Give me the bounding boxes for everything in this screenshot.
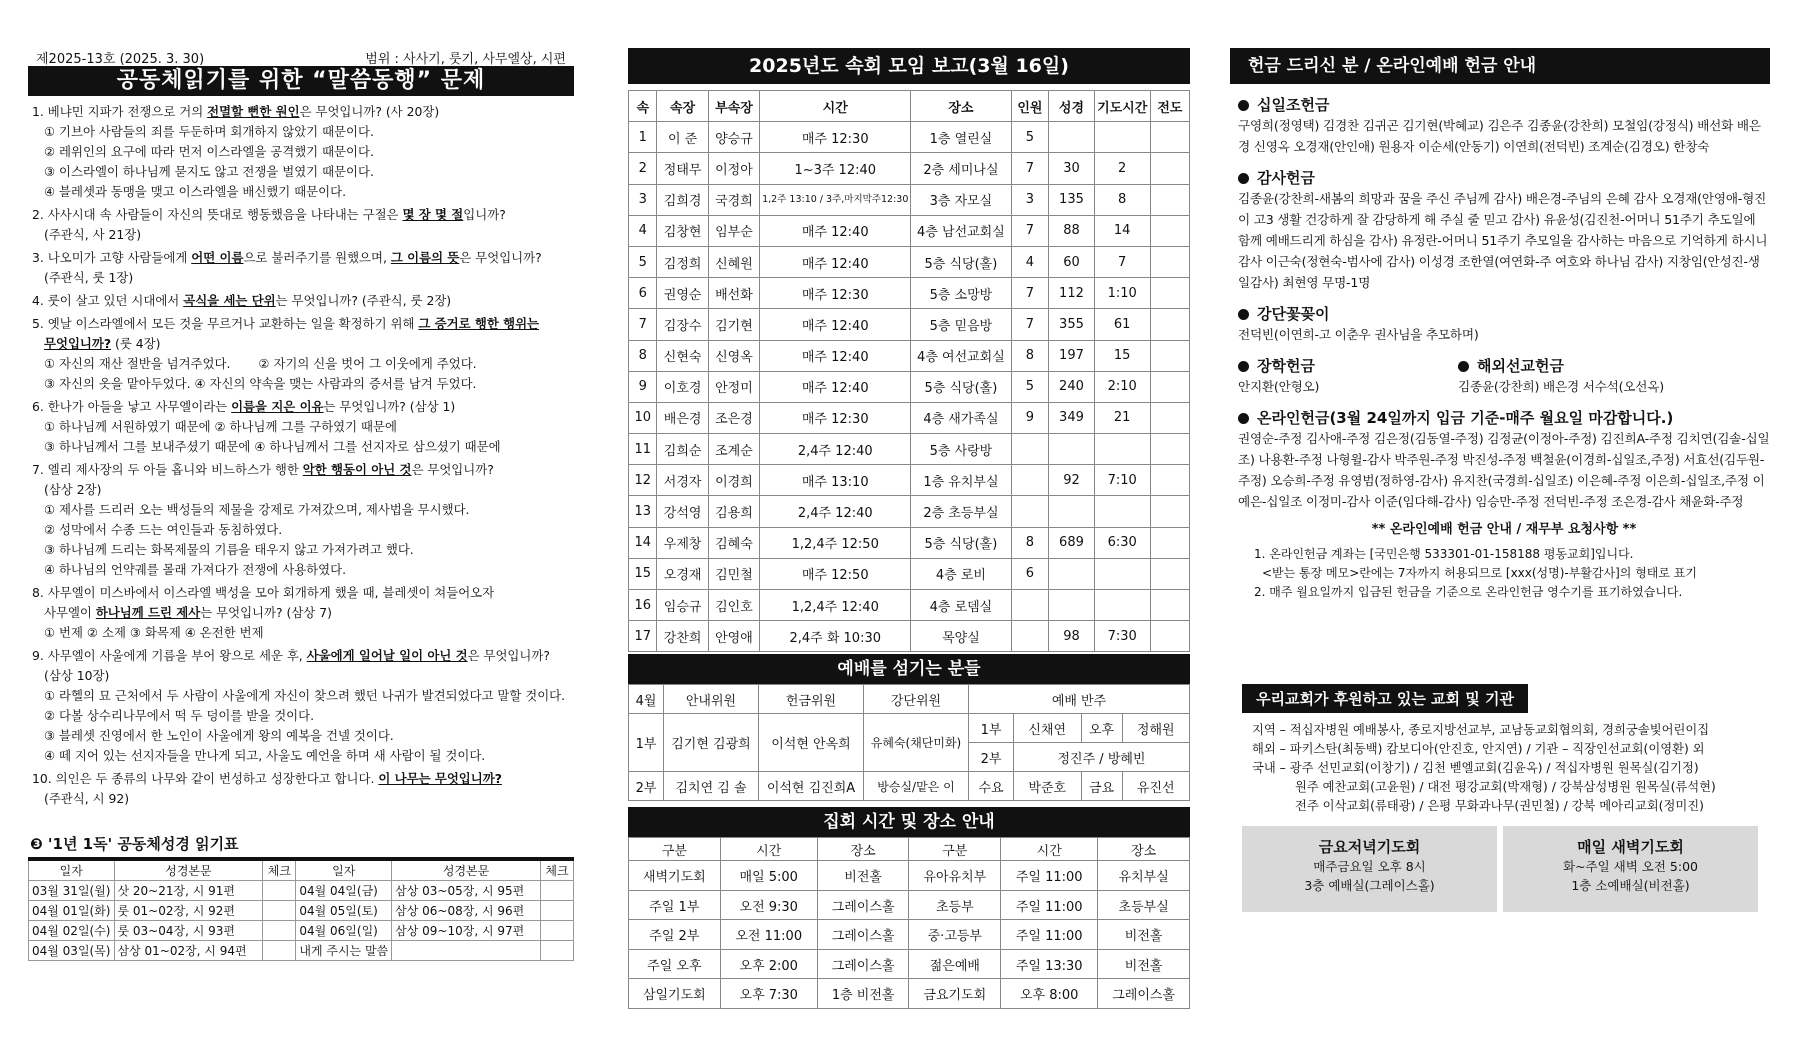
table-row: 16 임승규 김인호 1,2,4주 12:40 4층 로뎀실: [629, 590, 1190, 621]
table-row: 17 강찬희 안영애 2,4주 화 10:30 목양실 98 7:30: [629, 621, 1190, 652]
table-row: 9 이호경 안정미 매주 12:40 5층 식당(홀) 5 240 2:10: [629, 371, 1190, 402]
schedule-table: 구분 시간 장소 구분 시간 장소 새벽기도회 매일 5:00 비전홀 유아유치부 주일 11:00 유치부실 주일 1부 오전 9:30 그레이스홀 초등부 주일 11:00 초등부실 주일 2부 오전 11:00 그레이스홀 중·고등부 주일 11:00 비전홀 주일 오후 오후 2:00 그레이스홀 젊은예배 주일 13:30 비전홀 삼일기도회 오후 7:30 1층 비전홀 금요기도회 오후 8:00 그레이스홀: [628, 837, 1190, 1009]
question-9: 9. 사무엘이 사울에게 기름을 부어 왕으로 세운 후, 사울에게 일어날 일이 아닌 것은 무엇입니까?: [32, 648, 550, 663]
cell-report-title: 2025년도 속회 모임 보고(3월 16일): [628, 48, 1190, 84]
option: ③ 블레셋 진영에서 한 노인이 사울에게 왕의 예복을 건넬 것이다.: [44, 728, 394, 743]
option: ③ 자신의 옷을 맡아두었다. ④ 자신의 약속을 맺는 사람과의 증서를 남겨 두었다.: [44, 376, 477, 391]
table-row: 주일 1부 오전 9:30 그레이스홀 초등부 주일 11:00 초등부실: [629, 890, 1190, 920]
table-row: 04월 03일(목) 삼상 01~02장, 시 94편 내게 주시는 말씀: [29, 941, 574, 961]
table-row: 3 김희경 국경희 1,2주 13:10 / 3주,마지막주12:30 3층 자모실 3 135 8: [629, 184, 1190, 215]
table-row: 04월 02일(수) 룻 03~04장, 시 93편 04월 06일(일) 삼상 09~10장, 시 97편: [29, 921, 574, 941]
cell-report-table: 속 속장 부속장 시간 장소 인원 성경 기도시간 전도 1 이 준 양승규 매주 12:30 1층 열린실 5 2 정태무 이정아 1~3주 12:40 2층 세미나실 7 30 2 3 김희경 국경희 1,2주 13:10 / 3주,마지막주12:30 3층 자모실 3 135 8 4 김창현 임부순 매주 12:40 4층 남선교회실 7 88 14 5 김정희 신혜원 매주 12:40 5층 식당(홀) 4 60 7 6 권영순 배선화 매주 12:30 5층 소망방 7 112 1:10 7 김장수 김기현 매주 12:40 5층 믿음방 7 355 61 8 신현숙 신영옥 매주 12:40 4층 여선교회실 8 197 15 9 이호경 안정미 매주 12:40 5층 식당(홀) 5 240 2:10 10 배은경 조은경 매주 12:30 4층 새가족실 9 349 21 11 김희순 조계순 2,4주 12:40 5층 사랑방 12 서경자 이경희 매주 13:10 1층 유치부실 92 7:10 13 강석영 김용희 2,4주 12:40 2층 초등부실 14 우제창 김혜숙 1,2,4주 12:50 5층 식당(홀) 8 689 6:30 15 오경재 김민철 매주 12:50 4층 로비 6 16 임승규 김인호 1,2,4주 12:40 4층 로뎀실 17 강찬희 안영애 2,4주 화 10:30 목양실 98 7:30: [628, 90, 1190, 652]
check-cell[interactable]: [541, 881, 574, 901]
issue-number: 제2025-13호 (2025. 3. 30): [36, 51, 205, 67]
offering-title: 헌금 드리신 분 / 온라인예배 헌금 안내: [1230, 48, 1770, 84]
table-row: 14 우제창 김혜숙 1,2,4주 12:50 5층 식당(홀) 8 689 6:30: [629, 527, 1190, 558]
check-cell[interactable]: [263, 921, 296, 941]
flower-list: 전덕빈(이연희-고 이춘우 권사님을 추모하며): [1238, 327, 1479, 342]
thanks-list: 김종윤(강찬희-새봄의 희망과 꿈을 주신 주님께 감사) 배은경-주님의 은혜 감사 오경재(안영애-형진이 고3 생활 건강하게 잘 감당하게 해 주실 줄 믿고 감사) 유윤성(김진천-어머니 51주기 추도일에 함께 예배드리게 하심을 감사) 유정란-어머니 51주기 추모일을 감사하는 마음으로 기억하게 하시니 감사 이근숙(정현숙-범사에 감사) 이성경 조한열(여연화-주 여호와 하나님 감사) 지창임(안성진-생일감사) 최현영 무명-1명: [1238, 191, 1768, 290]
thanks-heading: 감사헌금: [1238, 167, 1770, 188]
question-8: 8. 사무엘이 미스바에서 이스라엘 백성을 모아 회개하게 했을 때, 블레셋이 쳐들어오자: [32, 585, 495, 600]
scholarship-heading: 장학헌금: [1238, 355, 1450, 376]
question-2: 2. 사사시대 속 사람들이 자신의 뜻대로 행동했음을 나타내는 구절은 몇 장 몇 절입니까?: [32, 207, 506, 222]
tithe-list: 구영희(정영택) 김경찬 김귀곤 김기현(박혜교) 김은주 김종윤(강찬희) 모철임(강정식) 배선화 배은경 신영옥 오경재(안인애) 원용자 이순세(안동기) 이연희(전덕빈) 조계순(김경오) 한창숙: [1238, 118, 1761, 154]
scholarship-list: 안지환(안형오): [1238, 379, 1320, 394]
mission-heading: 해외선교헌금: [1458, 355, 1664, 376]
flower-heading: 강단꽃꽂이: [1238, 303, 1770, 324]
table-row: 주일 오후 오후 2:00 그레이스홀 젊은예배 주일 13:30 비전홀: [629, 949, 1190, 979]
option: ① 자신의 재산 절반을 넘겨주었다. ② 자기의 신을 벗어 그 이웃에게 주었다.: [44, 356, 477, 371]
schedule-title: 집회 시간 및 장소 안내: [628, 807, 1190, 837]
question-note: (주관식, 시 92): [44, 791, 130, 806]
table-row: 13 강석영 김용희 2,4주 12:40 2층 초등부실: [629, 496, 1190, 527]
option: ② 레위인의 요구에 따라 먼저 이스라엘을 공격했기 때문이다.: [44, 144, 374, 159]
question-note: (삼상 10장): [44, 668, 110, 683]
offering-column: [1230, 48, 1770, 912]
option: ③ 하나님께 드리는 화목제물의 기름을 태우지 않고 가져가려고 했다.: [44, 542, 414, 557]
question-7: 7. 엘리 제사장의 두 아들 홉니와 비느하스가 행한 악한 행동이 아닌 것은 무엇입니까?: [32, 462, 494, 477]
question-5: 5. 옛날 이스라엘에서 모든 것을 무르거나 교환하는 일을 확정하기 위해 그 증거로 행한 행위는: [32, 316, 540, 331]
option: ② 성막에서 수종 드는 여인들과 동침하였다.: [44, 522, 283, 537]
table-row: 1 이 준 양승규 매주 12:30 1층 열린실 5: [629, 122, 1190, 153]
table-row: 주일 2부 오전 11:00 그레이스홀 중·고등부 주일 11:00 비전홀: [629, 920, 1190, 950]
question-1: 1. 베냐민 지파가 전쟁으로 거의 전멸할 뻔한 원인은 무엇입니까? (사 20장): [32, 104, 440, 119]
option: ① 하나님께 서원하였기 때문에 ② 하나님께 그를 구하였기 때문에: [44, 419, 397, 434]
option: ① 번제 ② 소제 ③ 화목제 ④ 온전한 번제: [44, 625, 264, 640]
check-cell[interactable]: [263, 901, 296, 921]
table-row: 7 김장수 김기현 매주 12:40 5층 믿음방 7 355 61: [629, 309, 1190, 340]
option: ② 다볼 상수리나무에서 떡 두 덩이를 받을 것이다.: [44, 708, 315, 723]
online-heading: 온라인헌금(3월 24일까지 입금 기준-매주 월요일 마감합니다.): [1238, 407, 1770, 428]
report-column: [628, 48, 1190, 1009]
table-row: 8 신현숙 신영옥 매주 12:40 4층 여선교회실 8 197 15: [629, 340, 1190, 371]
dawn-prayer-box: 매일 새벽기도회 화~주일 새벽 오전 5:00 1층 소예배실(비전홀): [1503, 826, 1758, 912]
table-row: 4 김창현 임부순 매주 12:40 4층 남선교회실 7 88 14: [629, 215, 1190, 246]
quiz-questions: 1. 베냐민 지파가 전쟁으로 거의 전멸할 뻔한 원인은 무엇입니까? (사 20장) ① 기브아 사람들의 죄를 두둔하며 회개하지 않았기 때문이다. ② 레위인의 요구에 따라 먼저 이스라엘을 공격했기 때문이다. ③ 이스라엘이 하나님께 묻지도 않고 전쟁을 벌였기 때문이다. ④ 블레셋과 동맹을 맺고 이스라엘을 배신했기 때문이다. 2. 사사시대 속 사람들이 자신의 뜻대로 행동했음을 나타내는 구절은 몇 장 몇 절입니까? (주관식, 사 21장) 3. 나오미가 고향 사람들에게 어떤 이름으로 불러주기를 원했으며, 그 이름의 뜻은 무엇입니까? (주관식, 룻 1장) 4. 룻이 살고 있던 시대에서 곡식을 세는 단위는 무엇입니까? (주관식, 룻 2장) 5. 옛날 이스라엘에서 모든 것을 무르거나 교환하는 일을 확정하기 위해 그 증거로 행한 행위는 무엇입니까? (룻 4장) ① 자신의 재산 절반을 넘겨주었다. ② 자기의 신을 벗어 그 이웃에게 주었다. ③ 자신의 옷을 맡아두었다. ④ 자신의 약속을 맺는 사람과의 증서를 남겨 두었다. 6. 한나가 아들을 낳고 사무엘이라는 이름을 지은 이유는 무엇입니까? (삼상 1) ① 하나님께 서원하였기 때문에 ② 하나님께 그를 구하였기 때문에 ③ 하나님께서 그를 보내주셨기 때문에 ④ 하나님께서 그를 선지자로 삼으셨기 때문에 7. 엘리 제사장의 두 아들 홉니와 비느하스가 행한 악한 행동이 아닌 것은 무엇입니까? (삼상 2장) ① 제사를 드리러 오는 백성들의 제물을 강제로 가져갔으며, 제사법을 무시했다. ② 성막에서 수종 드는 여인들과 동침하였다. ③ 하나님께 드리는 화목제물의 기름을 태우지 않고 가져가려고 했다. ④ 하나님의 언약궤를 몰래 가져다가 전쟁에 사용하였다. 8. 사무엘이 미스바에서 이스라엘 백성을 모아 회개하게 했을 때, 블레셋이 쳐들어오자 사무엘이 하나님께 드린 제사는 무엇입니까? (삼상 7) ① 번제 ② 소제 ③ 화목제 ④ 온전한 번제 9. 사무엘이 사울에게 기름을 부어 왕으로 세운 후, 사울에게 일어날 일이 아닌 것은 무엇입니까? (삼상 10장) ① 라헬의 묘 근처에서 두 사람이 사울에게 자신이 찾으려 했던 나귀가 발견되었다고 말할 것이다. ② 다볼 상수리나무에서 떡 두 덩이를 받을 것이다. ③ 블레셋 진영에서 한 노인이 사울에게 왕의 예복을 건넬 것이다. ④ 떼 지어 있는 선지자들을 만나게 되고, 사울도 예언을 하며 새 사람이 될 것이다. 10. 의인은 두 종류의 나무와 같이 번성하고 성장한다고 합니다. 이 나무는 무엇입니까? (주관식, 시 92): [28, 102, 574, 809]
question-10: 10. 의인은 두 종류의 나무와 같이 번성하고 성장한다고 합니다. 이 나무는 무엇입니까?: [32, 771, 502, 786]
option: ④ 하나님의 언약궤를 몰래 가져다가 전쟁에 사용하였다.: [44, 562, 347, 577]
table-row: 15 오경재 김민철 매주 12:50 4층 로비 6: [629, 558, 1190, 589]
online-list: 권영순-주정 김사애-주정 김은정(김동열-주정) 김정균(이정아-주정) 김진희A-주정 김치연(김솔-십일조) 나용환-주정 나형윌-감사 박주원-주정 박진성-주정 백철윤(이경희-십일조,주정) 서효선(김두원-주정) 오승희-주정 유영범(정하영-감사) 유지찬(국경희-십일조) 이은혜-주정 이은희-십일조,주정 이예은-십일조 이정미-감사 이준(임다해-감사) 임승만-주정 전덕빈-주정 조은경-감사 채윤화-주정: [1238, 431, 1770, 509]
reading-plan-title: ❸ '1년 1독' 공동체성경 읽기표: [28, 829, 574, 859]
check-cell[interactable]: [263, 941, 296, 961]
table-row: 5 김정희 신혜원 매주 12:40 5층 식당(홀) 4 60 7: [629, 246, 1190, 277]
reading-range: 범위 : 사사기, 룻기, 사무엘상, 시편: [365, 51, 566, 67]
question-note: (주관식, 룻 1장): [44, 270, 134, 285]
question-3: 3. 나오미가 고향 사람들에게 어떤 이름으로 불러주기를 원했으며, 그 이름의 뜻은 무엇입니까?: [32, 250, 542, 265]
question-4: 4. 룻이 살고 있던 시대에서 곡식을 세는 단위는 무엇입니까? (주관식, 룻 2장): [32, 293, 452, 308]
question-note: (주관식, 사 21장): [44, 227, 142, 242]
support-title: 우리교회가 후원하고 있는 교회 및 기관: [1242, 684, 1528, 713]
option: ① 라헬의 묘 근처에서 두 사람이 사울에게 자신이 찾으려 했던 나귀가 발견되었다고 말할 것이다.: [44, 688, 566, 703]
table-row: 6 권영순 배선화 매주 12:30 5층 소망방 7 112 1:10: [629, 278, 1190, 309]
option: ① 제사를 드리러 오는 백성들의 제물을 강제로 가져갔으며, 제사법을 무시했다.: [44, 502, 470, 517]
servers-table: 4월 안내위원 헌금위원 강단위원 예배 반주 1부 김기현 김광희 이석현 안옥희 유혜숙(채단미화) 1부 신채연 오후 정해원 2부 정진주 / 방혜빈 2부 김치연 김 솔 이석현 김진희A 방승실/맡은 이 수요 박준호 금요 유진선: [628, 684, 1190, 801]
quiz-meta: [28, 48, 574, 66]
option: ③ 이스라엘이 하나님께 묻지도 않고 전쟁을 벌였기 때문이다.: [44, 164, 374, 179]
table-row: 04월 01일(화) 룻 01~02장, 시 92편 04월 05일(토) 삼상 06~08장, 시 96편: [29, 901, 574, 921]
check-cell[interactable]: [263, 881, 296, 901]
table-row: 2 정태무 이정아 1~3주 12:40 2층 세미나실 7 30 2: [629, 153, 1190, 184]
table-row: 11 김희순 조계순 2,4주 12:40 5층 사랑방: [629, 434, 1190, 465]
online-notice: ** 온라인예배 헌금 안내 / 재무부 요청사항 ** 1. 온라인헌금 계좌는 [국민은행 533301-01-158188 평동교회]입니다. <받는 통장 메모>란에는 7자까지 허용되므로 [xxx(성명)-부활감사]의 형태로 표기 2. 매주 월요일까지 입금된 헌금을 기준으로 온라인헌금 영수기를 표기하였습니다.: [1254, 522, 1697, 599]
option: ④ 떼 지어 있는 선지자들을 만나게 되고, 사울도 예언을 하며 새 사람이 될 것이다.: [44, 748, 486, 763]
support-list: 지역 – 적십자병원 예배봉사, 종로지방선교부, 교남동교회협의회, 경희궁솔빛어린이집 해외 – 파키스탄(최동백) 캄보디아(안진호, 안지연) / 기관 – 직장인선교회(이영환) 외 국내 – 광주 선민교회(이창기) / 김천 벧엘교회(김윤옥) / 적십자병원 원목실(김기정) 원주 예찬교회(고윤원) / 대전 평강교회(박재형) / 강북삼성병원 원목실(류석현) 전주 이삭교회(류태광) / 은평 무화과나무(권민철) / 강북 메아리교회(정미진): [1252, 723, 1716, 813]
reading-plan-table: 일자 성경본문 체크 일자 성경본문 체크 03월 31일(월) 삿 20~21장, 시 91편 04월 04일(금) 삼상 03~05장, 시 95편 04월 01일(화) 룻 01~02장, 시 92편 04월 05일(토) 삼상 06~08장, 시 96편 04월 02일(수) 룻 03~04장, 시 93편 04월 06일(일) 삼상 09~10장, 시 97편 04월 03일(목) 삼상 01~02장, 시 94편 내게 주시는 말씀: [28, 859, 574, 961]
friday-prayer-box: 금요저녁기도회 매주금요일 오후 8시 3층 예배실(그레이스홀): [1242, 826, 1497, 912]
option: ③ 하나님께서 그를 보내주셨기 때문에 ④ 하나님께서 그를 선지자로 삼으셨기 때문에: [44, 439, 501, 454]
quiz-title: 공동체읽기를 위한 “말씀동행” 문제: [28, 66, 574, 96]
servers-title: 예배를 섬기는 분들: [628, 654, 1190, 684]
table-row: 12 서경자 이경희 매주 13:10 1층 유치부실 92 7:10: [629, 465, 1190, 496]
question-note: (삼상 2장): [44, 482, 102, 497]
tithe-heading: 십일조헌금: [1238, 94, 1770, 115]
table-row: 새벽기도회 매일 5:00 비전홀 유아유치부 주일 11:00 유치부실: [629, 861, 1190, 891]
check-cell[interactable]: [541, 901, 574, 921]
question-6: 6. 한나가 아들을 낳고 사무엘이라는 이름을 지은 이유는 무엇입니까? (삼상 1): [32, 399, 456, 414]
option: ④ 블레셋과 동맹을 맺고 이스라엘을 배신했기 때문이다.: [44, 184, 347, 199]
table-row: 10 배은경 조은경 매주 12:30 4층 새가족실 9 349 21: [629, 402, 1190, 433]
table-row: 삼일기도회 오후 7:30 1층 비전홀 금요기도회 오후 8:00 그레이스홀: [629, 979, 1190, 1009]
quiz-column: [28, 48, 574, 961]
option: ① 기브아 사람들의 죄를 두둔하며 회개하지 않았기 때문이다.: [44, 124, 374, 139]
mission-list: 김종윤(강찬희) 배은경 서수석(오선옥): [1458, 379, 1664, 394]
table-row: 03월 31일(월) 삿 20~21장, 시 91편 04월 04일(금) 삼상 03~05장, 시 95편: [29, 881, 574, 901]
check-cell[interactable]: [541, 921, 574, 941]
